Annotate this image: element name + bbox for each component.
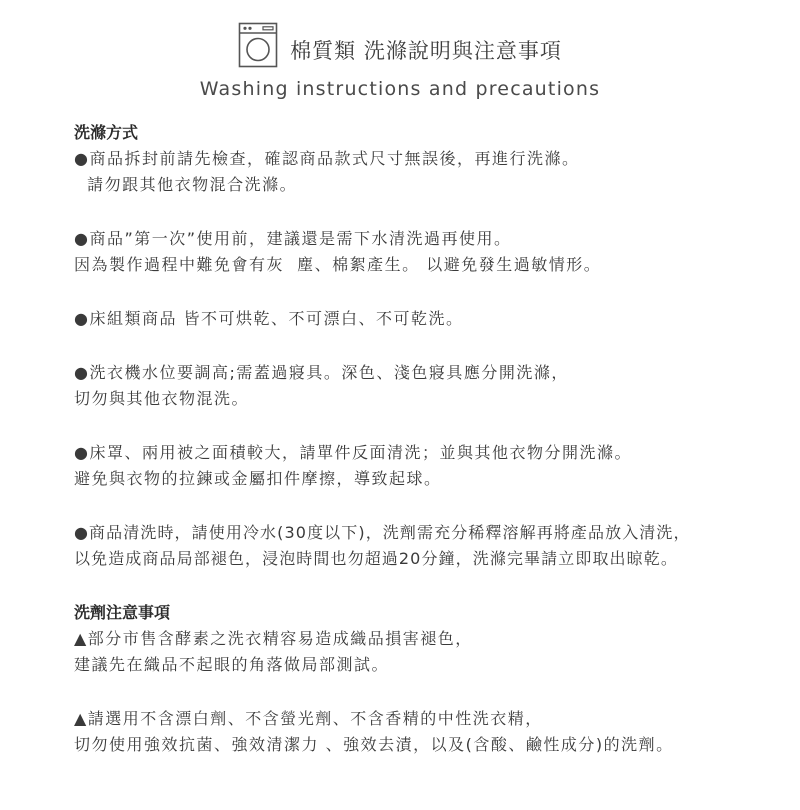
- washing-item-5-line-1: ●床罩、兩用被之面積較大，請單件反面清洗；並與其他衣物分開洗滌。: [74, 443, 632, 462]
- washing-item-1-line-1: ●商品拆封前請先檢查，確認商品款式尺寸無誤後，再進行洗滌。: [74, 149, 580, 168]
- header: [0, 12, 800, 104]
- washing-machine-icon: [238, 22, 278, 68]
- washing-item-6-line-1: ●商品清洗時，請使用冷水(30度以下)，洗劑需充分稀釋溶解再將產品放入清洗，: [74, 523, 691, 542]
- detergent-item-2-line-2: 切勿使用強效抗菌、強效清潔力 、強效去漬，以及(含酸、鹼性成分)的洗劑。: [74, 735, 674, 754]
- washing-item-4-line-1: ●洗衣機水位要調高;需蓋過寢具。深色、淺色寢具應分開洗滌，: [74, 363, 569, 382]
- instructions-content: [74, 120, 790, 758]
- washing-item-6-line-2: 以免造成商品局部褪色，浸泡時間也勿超過20分鐘，洗滌完畢請立即取出晾乾。: [74, 549, 678, 568]
- detergent-item-2-line-1: ▲請選用不含漂白劑、不含螢光劑、不含香精的中性洗衣精，: [74, 709, 543, 728]
- washing-item-1-line-2: 請勿跟其他衣物混合洗滌。: [74, 175, 298, 194]
- page-subtitle: Washing instructions and precautions: [199, 78, 601, 100]
- page-title: 棉質類 洗滌說明與注意事項: [290, 39, 562, 63]
- detergent-item-1-line-1: ▲部分市售含酵素之洗衣精容易造成織品損害褪色，: [74, 629, 473, 648]
- washing-item-5-line-2: 避免與衣物的拉鍊或金屬扣件摩擦，導致起球。: [74, 469, 442, 488]
- washing-item-2-line-1: ●商品”第一次”使用前，建議還是需下水清洗過再使用。: [74, 229, 512, 248]
- header-title-row: [0, 12, 800, 76]
- section-title-washing: 洗滌方式: [74, 123, 139, 142]
- section-title-detergent: 洗劑注意事項: [74, 603, 171, 622]
- washing-item-4-line-2: 切勿與其他衣物混洗。: [74, 389, 250, 408]
- detergent-item-1-line-2: 建議先在織品不起眼的角落做局部測試。: [74, 655, 390, 674]
- washing-item-2-line-2: 因為製作過程中難免會有灰 塵、棉絮產生。 以避免發生過敏情形。: [74, 255, 602, 274]
- washing-item-3-line-1: ●床組類商品 皆不可烘乾、不可漂白、不可乾洗。: [74, 309, 464, 328]
